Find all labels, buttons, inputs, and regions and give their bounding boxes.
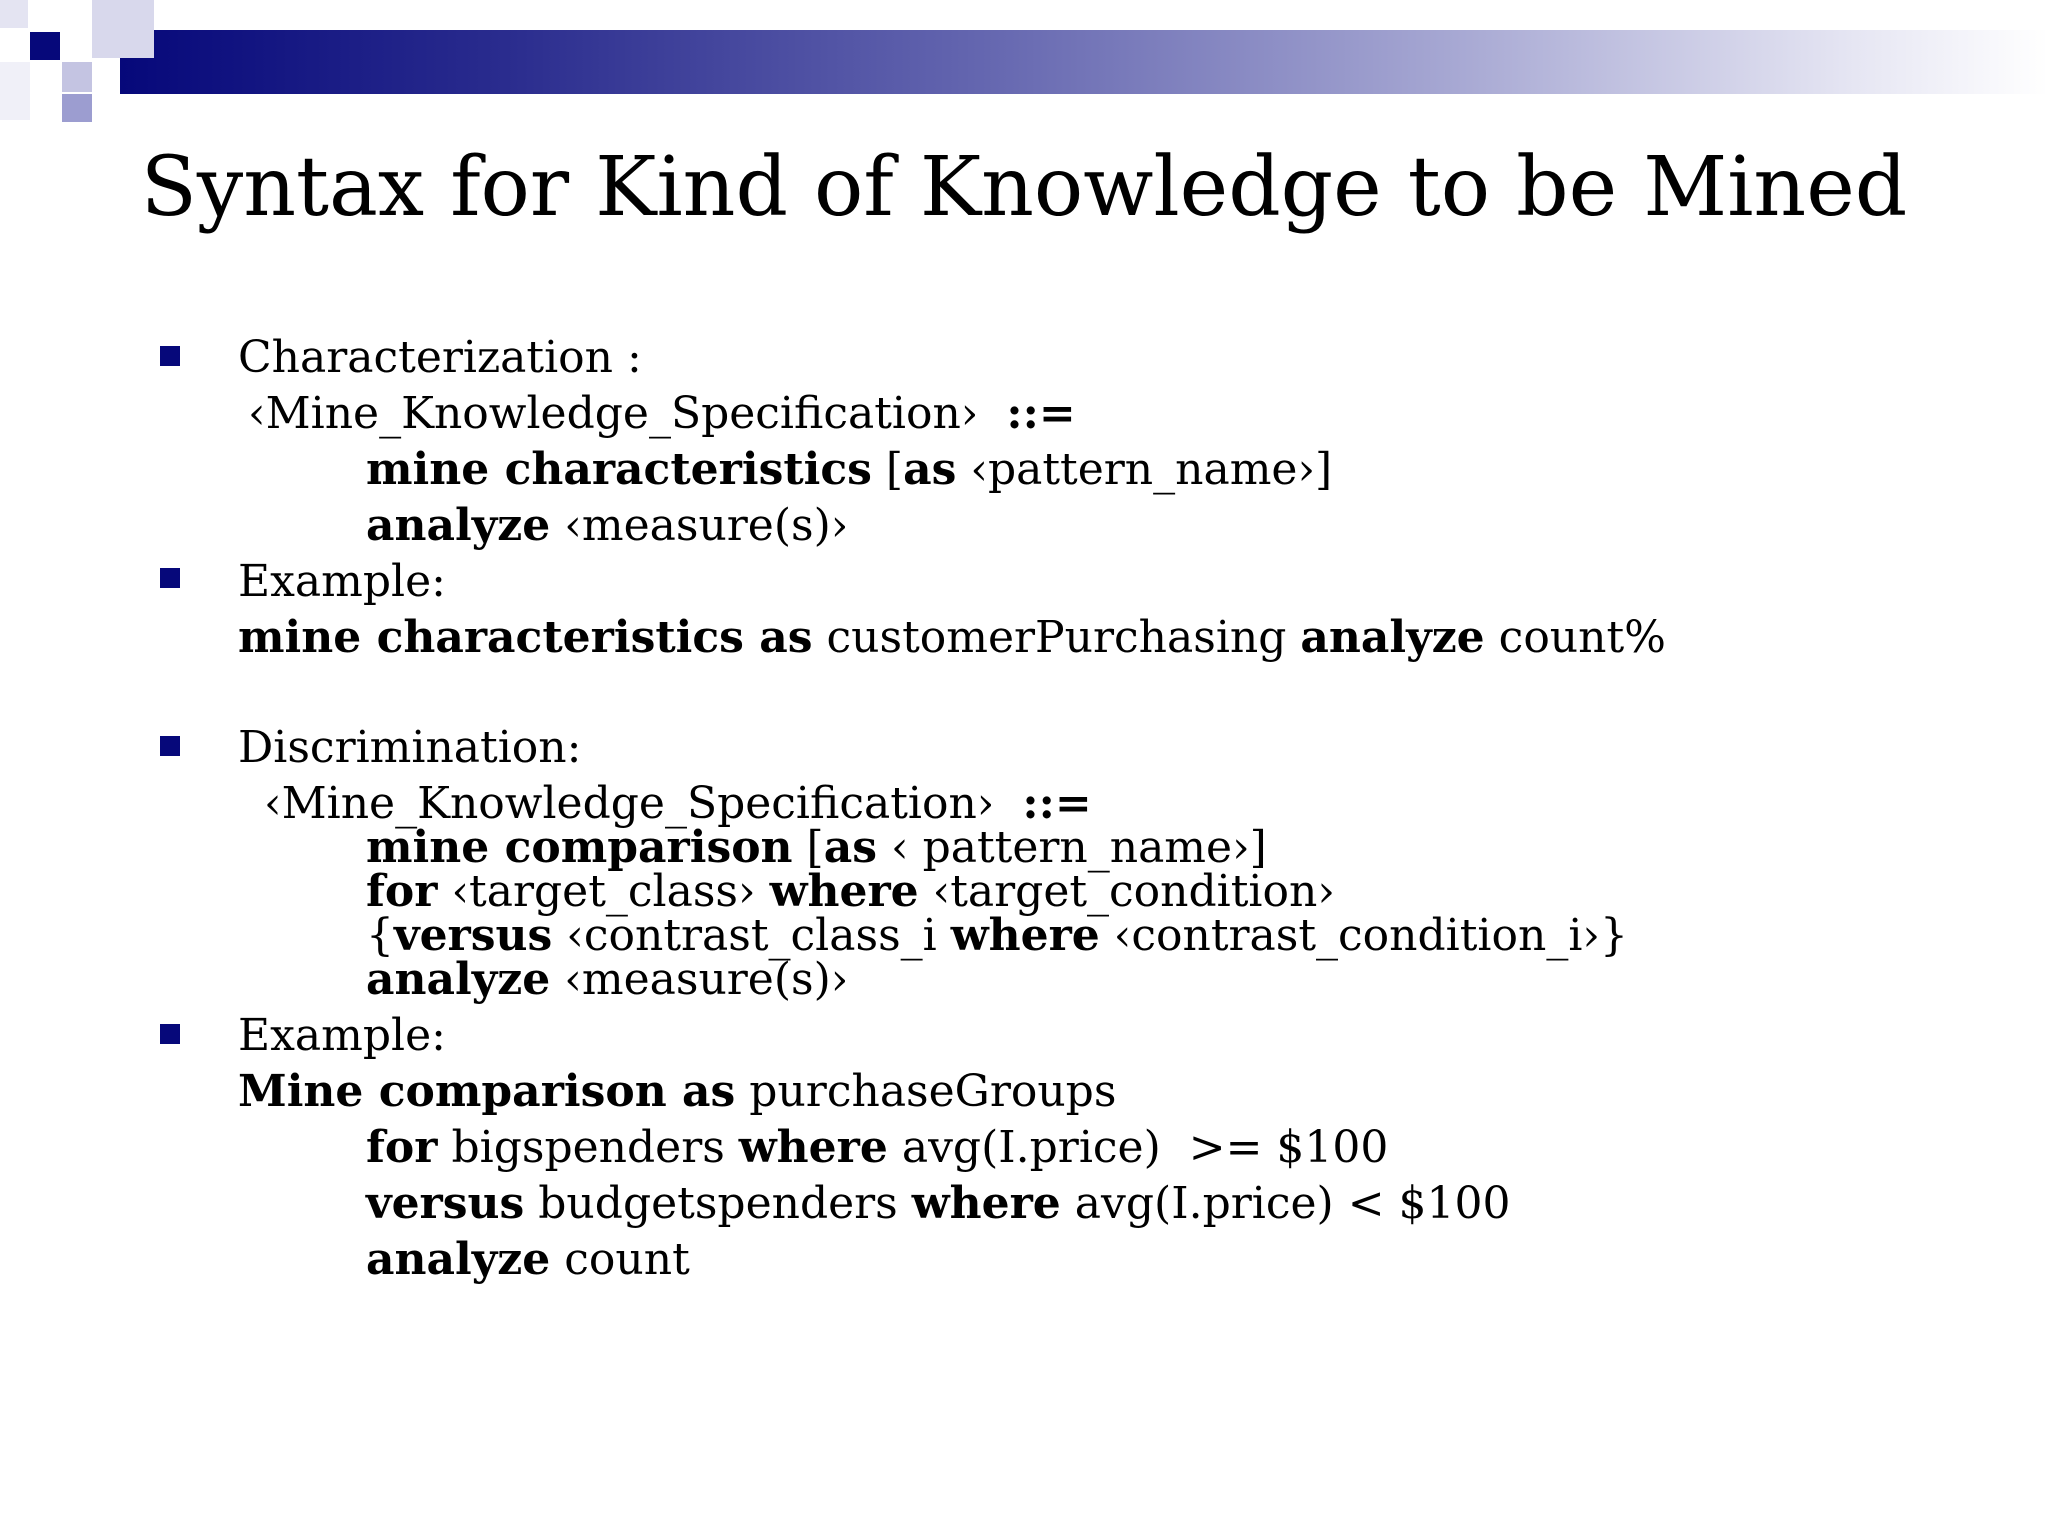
example-2-for-segment-0: for [366,1122,438,1173]
example-2-analyze-segment-1: count [550,1234,690,1285]
header-square-faint [0,62,30,120]
example-2-label [238,1008,446,1064]
slide-title: Syntax for Kind of Knowledge to be Mined [140,140,1908,235]
example-2-mine [238,1064,1116,1120]
disc-mine-segment-1: [ [792,822,824,873]
disc-for-segment-2: where [769,866,919,917]
header-square-dark [30,32,60,60]
header-square-light [92,0,154,58]
example-1-body-segment-1: customerPurchasing [812,612,1301,663]
char-analyze [366,498,848,554]
disc-analyze-segment-1: ‹measure(s)› [550,954,849,1005]
disc-for-segment-0: for [366,866,438,917]
char-mine [366,442,1332,498]
example-2-versus [366,1176,1511,1232]
disc-mine-segment-3: ‹ pattern_name›] [877,822,1267,873]
bullet-marker-example-1 [160,568,180,588]
disc-versus-segment-1: versus [394,910,553,961]
char-analyze-segment-1: ‹measure(s)› [550,500,849,551]
disc-heading-segment-0: Discrimination: [238,722,582,773]
example-1-body-segment-0: mine characteristics as [238,612,813,663]
disc-heading [238,720,581,776]
disc-mine-segment-0: mine comparison [366,822,793,873]
example-1-body-segment-2: analyze [1300,612,1485,663]
bullet-marker-discrimination [160,736,180,756]
example-2-analyze [366,1232,690,1288]
example-2-for-segment-1: bigspenders [437,1122,739,1173]
example-1-body [238,610,1666,666]
disc-mine-segment-2: as [823,822,877,873]
char-mine-segment-2: as [903,444,957,495]
char-spec-segment-0: ‹Mine_Knowledge_Specification› [248,388,1007,439]
bullet-marker-characterization [160,346,180,366]
disc-versus-segment-2: ‹contrast_class_i [552,910,951,961]
disc-spec-segment-1: ::= [1022,778,1092,829]
char-heading-segment-0: Characterization : [238,332,642,383]
char-analyze-segment-0: analyze [366,500,551,551]
disc-analyze [366,952,848,1008]
example-1-label-segment-0: Example: [238,556,446,607]
char-spec-segment-1: ::= [1006,388,1076,439]
char-spec [248,386,1076,442]
header-square-pale [0,0,28,28]
example-2-versus-segment-0: versus [366,1178,525,1229]
disc-for-segment-3: ‹target_condition› [918,866,1335,917]
example-2-versus-segment-1: budgetspenders [524,1178,912,1229]
example-2-mine-segment-0: Mine comparison as [238,1066,736,1117]
example-2-mine-segment-1: purchaseGroups [735,1066,1117,1117]
header-gradient-band [120,30,2048,94]
disc-versus-segment-4: ‹contrast_condition_i›} [1099,910,1628,961]
example-2-analyze-segment-0: analyze [366,1234,551,1285]
example-2-for-segment-3: avg(I.price) >= $100 [887,1122,1389,1173]
bullet-marker-example-2 [160,1024,180,1044]
char-mine-segment-0: mine characteristics [366,444,872,495]
example-1-body-segment-3: count% [1484,612,1666,663]
disc-versus-segment-0: { [366,910,394,961]
example-2-for-segment-2: where [738,1122,888,1173]
example-2-label-segment-0: Example: [238,1010,446,1061]
disc-spec-segment-0: ‹Mine_Knowledge_Specification› [264,778,1023,829]
disc-for-segment-1: ‹target_class› [437,866,770,917]
example-2-versus-segment-2: where [911,1178,1061,1229]
disc-versus-segment-3: where [950,910,1100,961]
example-2-versus-segment-3: avg(I.price) < $100 [1060,1178,1511,1229]
header-square-mid [62,62,92,92]
char-mine-segment-3: ‹pattern_name›] [956,444,1333,495]
char-mine-segment-1: [ [871,444,904,495]
example-2-for [366,1120,1388,1176]
char-heading [238,330,642,386]
header-square-medium [62,94,92,122]
example-1-label [238,554,446,610]
disc-analyze-segment-0: analyze [366,954,551,1005]
